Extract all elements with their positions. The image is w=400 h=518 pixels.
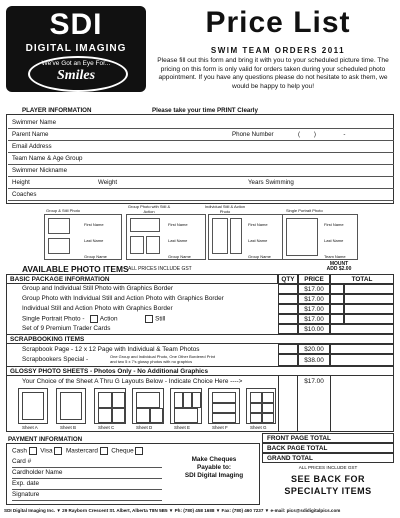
item3-mount[interactable] xyxy=(330,304,344,314)
front-page-total[interactable] xyxy=(262,433,394,443)
nickname-field[interactable] xyxy=(8,166,394,177)
sample2-group-name: Group Name xyxy=(168,254,191,259)
item4-label-text: Single Portrait Photo - xyxy=(22,315,85,323)
payment-methods xyxy=(12,447,143,455)
scrap1-qty[interactable] xyxy=(278,344,298,354)
sheet-c-thumb xyxy=(94,388,126,424)
phone-label: Phone Number xyxy=(232,131,274,138)
scrap2-label: Scrapbookers Special - xyxy=(22,356,89,363)
sample2-action-photo xyxy=(146,236,160,254)
sample3-still-photo xyxy=(212,218,228,254)
swimmer-name-field[interactable] xyxy=(8,118,394,129)
action-checkbox[interactable] xyxy=(90,315,98,323)
glossy-choice-label: Your Choice of the Sheet A Thru G Layouts Below - Indicate Choice Here ----> xyxy=(22,378,243,385)
item4-label xyxy=(22,315,165,323)
cash-option: Cash xyxy=(12,447,27,455)
scrapbooking-heading: SCRAPBOOKING ITEMS xyxy=(6,334,394,344)
height-label: Height xyxy=(12,179,30,186)
payment-heading: PAYMENT INFORMATION xyxy=(8,436,83,443)
team-age-label: Team Name & Age Group xyxy=(12,155,83,162)
sample1-still-photo xyxy=(48,238,70,254)
logo-tagline: We've Got an Eye For... xyxy=(41,60,111,67)
item3-label: Individual Still and Action Photo with Graphics Border xyxy=(22,305,173,312)
signature-label: Signature xyxy=(12,491,40,498)
front-total-label: FRONT PAGE TOTAL xyxy=(267,435,331,442)
card-number-field[interactable] xyxy=(12,458,162,468)
item5-label: Set of 9 Premium Trader Cards xyxy=(22,325,111,332)
item2-label: Group Photo with Individual Still and Action Photo with Graphics Border xyxy=(22,295,224,302)
sheet-g-thumb xyxy=(246,388,276,424)
item4-price: $17.00 xyxy=(298,314,330,324)
sample4-portrait-photo xyxy=(286,218,318,256)
price-column-header: PRICE xyxy=(298,274,330,284)
mount-label: MOUNT xyxy=(329,261,349,267)
sheet-f-thumb xyxy=(208,388,240,424)
sample3-action-photo xyxy=(230,218,242,254)
coaches-label: Coaches xyxy=(12,191,37,198)
sheet-c-label: Sheet C xyxy=(98,425,115,430)
scrap1-price: $20.00 xyxy=(298,344,330,354)
sample2-group-photo xyxy=(130,218,160,232)
signature-field[interactable] xyxy=(12,491,162,501)
visa-checkbox[interactable] xyxy=(54,447,62,455)
logo-smiles: Smiles xyxy=(56,68,96,83)
back-page-total[interactable] xyxy=(262,443,394,453)
intro-text: Please fill out this form and bring it with you to your scheduled picture time. The pricing on this form is only valid for orders taken during your scheduled photo appointment. If you have any questions please do not hesitate to ask them, we would be happy to help you! xyxy=(157,57,389,90)
mastercard-checkbox[interactable] xyxy=(100,447,108,455)
page-subtitle: SWIM TEAM ORDERS 2011 xyxy=(210,46,346,55)
still-checkbox[interactable] xyxy=(145,315,153,323)
mastercard-option: Mastercard xyxy=(65,447,98,455)
print-clearly-note: Please take your time PRINT Clearly xyxy=(152,107,258,114)
sheet-b-label: Sheet B xyxy=(60,425,77,430)
item1-mount[interactable] xyxy=(330,284,344,294)
sample2-still-photo xyxy=(130,236,144,254)
nickname-label: Swimmer Nickname xyxy=(12,167,68,174)
cheque-option: Cheque xyxy=(111,447,134,455)
scrap1-total[interactable] xyxy=(330,344,394,354)
sample4-last-name: Last Name xyxy=(324,238,344,243)
item2-qty[interactable] xyxy=(278,294,298,304)
sample3-first-name: First Name xyxy=(248,222,268,227)
item5-total[interactable] xyxy=(330,324,394,334)
item1-label: Group and Individual Still Photo with Graphics Border xyxy=(22,285,173,292)
phone-parens: ( ) - xyxy=(298,131,346,138)
item1-price: $17.00 xyxy=(298,284,330,294)
team-age-field[interactable] xyxy=(8,154,394,165)
still-option: Still xyxy=(155,315,166,323)
sdi-logo xyxy=(6,6,146,92)
item4-total[interactable] xyxy=(344,314,394,324)
sample1-last-name: Last Name xyxy=(84,238,104,243)
cash-checkbox[interactable] xyxy=(29,447,37,455)
sample4-caption: Single Portrait Photo xyxy=(286,208,323,213)
email-field[interactable] xyxy=(8,142,394,153)
glossy-divider xyxy=(330,376,331,432)
action-option: Action xyxy=(99,315,118,323)
scrap1-label: Scrapbook Page - 12 x 12 Page with Individual & Team Photos xyxy=(22,346,200,353)
email-label: Email Address xyxy=(12,143,52,150)
sheet-e-label: Sheet E xyxy=(174,425,191,430)
sheet-a-label: Sheet A xyxy=(22,425,38,430)
sample4-first-name: First Name xyxy=(324,222,344,227)
exp-date-label: Exp. date xyxy=(12,480,40,487)
item3-price: $17.00 xyxy=(298,304,330,314)
coaches-field[interactable] xyxy=(8,190,394,201)
sample1-first-name: First Name xyxy=(84,222,104,227)
available-items-heading: AVAILABLE PHOTO ITEMS xyxy=(22,264,129,274)
item2-price: $17.00 xyxy=(298,294,330,304)
glossy-qty[interactable] xyxy=(278,376,298,432)
sheet-d-thumb xyxy=(132,388,164,424)
sample3-group-name: Group Name xyxy=(248,254,271,259)
sheet-e-thumb xyxy=(170,388,202,424)
item3-qty[interactable] xyxy=(278,304,298,314)
item4-mount[interactable] xyxy=(330,314,344,324)
cardholder-label: Cardholder Name xyxy=(12,469,63,476)
scrap2-total[interactable] xyxy=(330,354,394,366)
cardholder-field[interactable] xyxy=(12,469,162,479)
scrap2-price: $38.00 xyxy=(298,354,330,366)
scrap2-note1: One Group and Individual Photo, One Other Bordered Print xyxy=(110,354,215,359)
available-gst-note: ALL PRICES INCLUDE GST xyxy=(128,266,192,272)
see-back-line2: SPECIALTY ITEMS xyxy=(284,486,372,496)
sample1-group-name: Group Name xyxy=(84,254,107,259)
basic-package-heading: BASIC PACKAGE INFORMATION xyxy=(6,274,278,284)
totals-gst-note: ALL PRICES INCLUDE GST xyxy=(298,465,358,470)
glossy-heading: GLOSSY PHOTO SHEETS - Photos Only - No Additional Graphics xyxy=(6,366,394,376)
logo-digital-imaging: DIGITAL IMAGING xyxy=(25,43,127,54)
sheet-g-label: Sheet G xyxy=(250,425,267,430)
cheque-checkbox[interactable] xyxy=(135,447,143,455)
see-back-line1: SEE BACK FOR xyxy=(290,474,365,484)
item2-total[interactable] xyxy=(344,294,394,304)
exp-date-field[interactable] xyxy=(12,480,162,490)
sheet-b-thumb xyxy=(56,388,86,424)
card-number-label: Card # xyxy=(12,458,32,465)
sheet-d-label: Sheet D xyxy=(136,425,153,430)
height-weight-field[interactable] xyxy=(8,178,394,189)
mount-price: ADD $2.00 xyxy=(326,266,352,272)
parent-name-field[interactable] xyxy=(8,130,394,141)
payable-line3: SDI Digital Imaging xyxy=(184,472,244,479)
sample3-caption: Individual Still & Action Photo xyxy=(204,204,246,214)
footer-contact: SDI Digital Imaging Inc. ▼ 29 Rayborn Crescent St. Albert, Alberta T8N 5B5 ▼ Ph: (780) 458 1688 ▼ Fax: (780) 460 7237 ▼ e-mail: pics@sdidigitalpics.com xyxy=(4,508,341,513)
grand-total[interactable] xyxy=(262,453,394,463)
item5-qty[interactable] xyxy=(278,324,298,334)
sample3-last-name: Last Name xyxy=(248,238,268,243)
glossy-price: $17.00 xyxy=(304,378,324,385)
sample2-first-name: First Name xyxy=(168,222,188,227)
sheet-a-thumb xyxy=(18,388,48,424)
visa-option: Visa xyxy=(40,447,53,455)
page-title: Price List xyxy=(205,6,351,39)
sample1-group-photo xyxy=(48,218,70,234)
payable-line2: Payable to: xyxy=(196,464,232,471)
qty-column-header: QTY xyxy=(278,274,298,284)
item1-total[interactable] xyxy=(344,284,394,294)
swimmer-name-label: Swimmer Name xyxy=(12,119,57,126)
cheques-payable xyxy=(172,456,256,480)
scrap2-note2: and two 5 x 7's glossy photos with no graphics xyxy=(110,359,193,364)
item3-total[interactable] xyxy=(344,304,394,314)
scrap2-qty[interactable] xyxy=(278,354,298,366)
sample4-team-name: Team Name xyxy=(324,254,346,259)
sample2-last-name: Last Name xyxy=(168,238,188,243)
logo-sdi-text: SDI xyxy=(49,8,103,41)
sample2-caption: Group Photo with Still & Action xyxy=(127,204,171,214)
item1-qty[interactable] xyxy=(278,284,298,294)
item5-price: $10.00 xyxy=(298,324,330,334)
parent-name-label: Parent Name xyxy=(12,131,49,138)
weight-label: Weight xyxy=(98,179,118,186)
item2-mount[interactable] xyxy=(330,294,344,304)
payable-line1: Make Cheques xyxy=(191,456,237,463)
player-info-heading: PLAYER INFORMATION xyxy=(22,107,92,114)
sample1-caption: Group & Still Photo xyxy=(46,208,81,213)
years-swimming-label: Years Swimming xyxy=(248,179,294,186)
sheet-f-label: Sheet F xyxy=(212,425,228,430)
back-total-label: BACK PAGE TOTAL xyxy=(267,445,328,452)
total-column-header: TOTAL xyxy=(330,274,394,284)
grand-total-label: GRAND TOTAL xyxy=(267,455,313,462)
item4-qty[interactable] xyxy=(278,314,298,324)
